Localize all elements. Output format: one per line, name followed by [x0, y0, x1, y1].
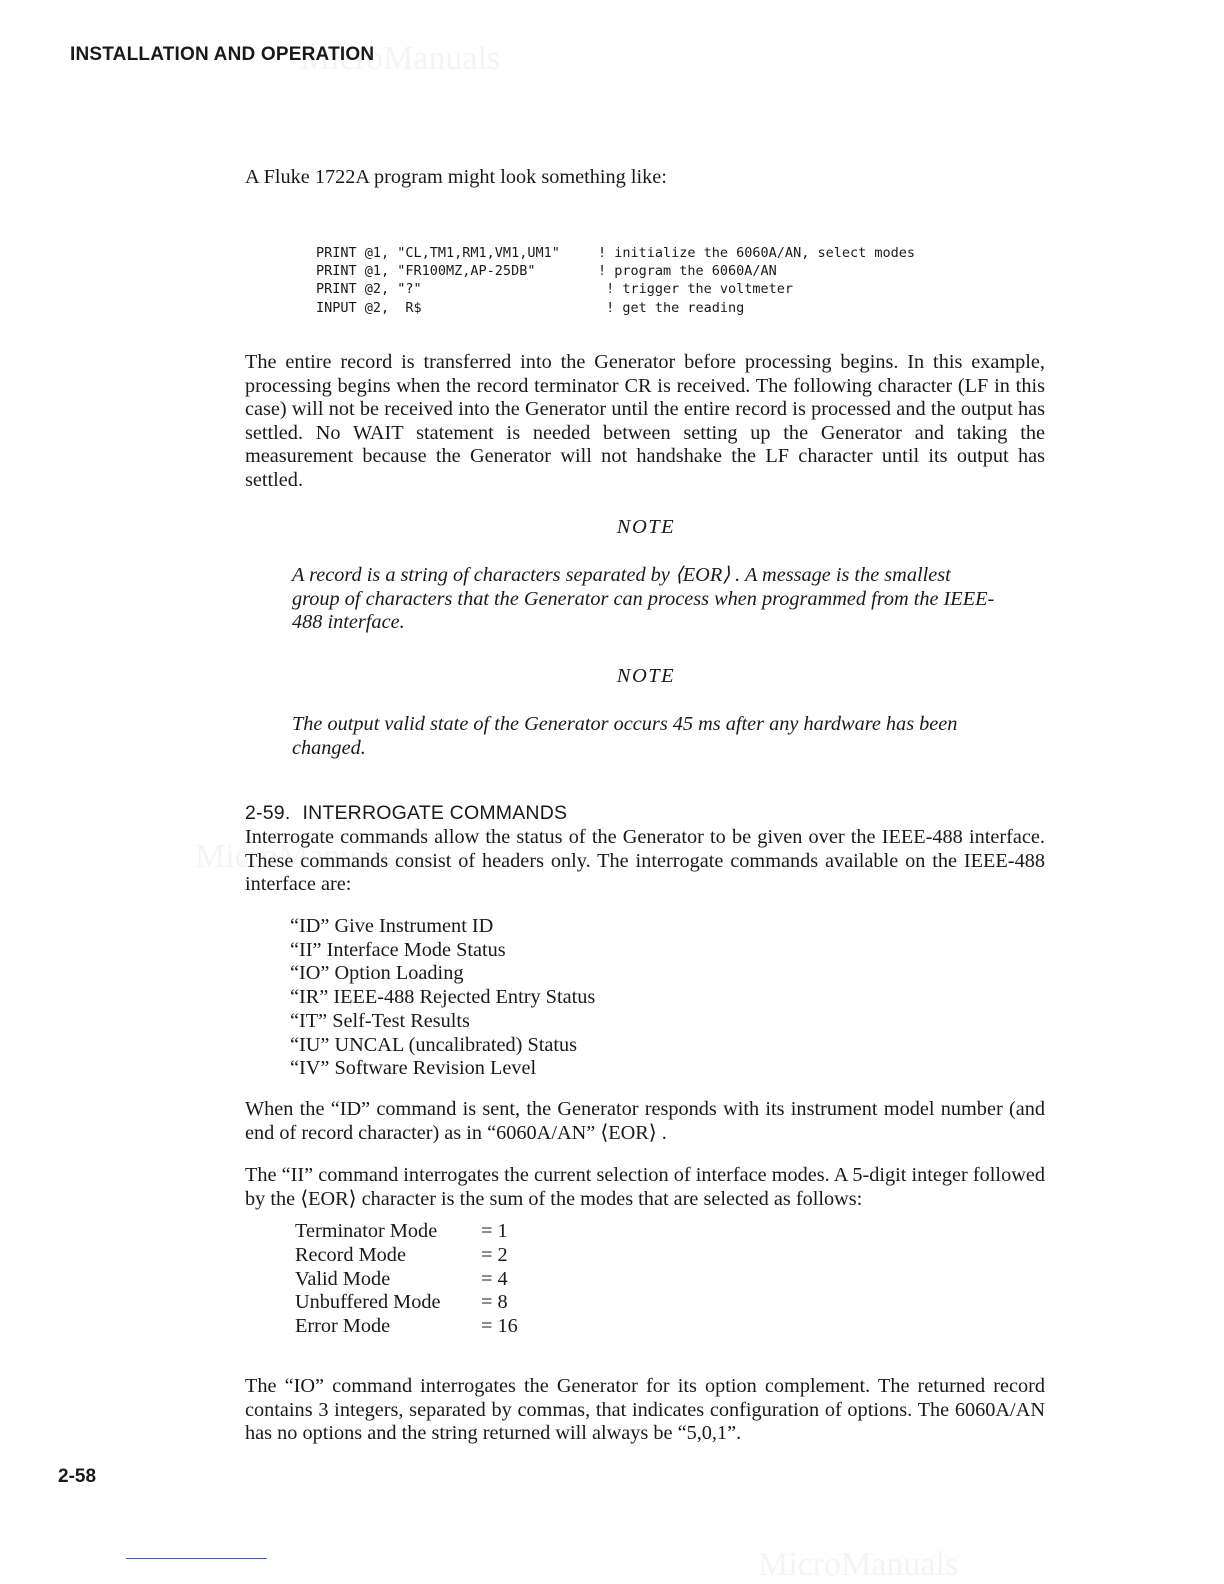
watermark [300, 40, 500, 78]
code-comment: ! initialize the 6060A/AN, select modes [598, 245, 915, 261]
mode-name: Unbuffered Mode [295, 1291, 441, 1314]
list-item: “II” Interface Mode Status [290, 938, 506, 961]
intro-text: A Fluke 1722A program might look something like: [245, 166, 667, 188]
mode-name: Valid Mode [295, 1267, 391, 1290]
mode-value: = 8 [481, 1291, 508, 1314]
list-item: “ID” Give Instrument ID [290, 915, 494, 937]
mode-table [295, 1220, 518, 1339]
mode-name: Record Mode [295, 1243, 406, 1266]
code-statement: INPUT @2, R$ [316, 299, 422, 316]
list-item: “IV” Software Revision Level [290, 1057, 537, 1080]
paragraph-io-command: The “IO” command interrogates the Generator for its option complement. The returned record contains 3 integers, separated by commas, that indicates configuration of options. The 6060A/AN has no options and the string returned will always be “5,0,1”. [245, 1375, 1045, 1445]
code-line [316, 299, 915, 317]
list-item: “IO” Option Loading [290, 962, 464, 985]
paragraph-ii-command: The “II” command interrogates the current selection of interface modes. A 5-digit integer followed by the ⟨EOR⟩ character is the sum of the modes that are selected as follows: [245, 1164, 1045, 1210]
mode-value: = 2 [481, 1243, 508, 1266]
section-number: 2-59. [245, 802, 291, 824]
page-number: 2-58 [58, 1466, 97, 1487]
list-item: “IU” UNCAL (uncalibrated) Status [290, 1033, 578, 1056]
code-line [316, 244, 915, 262]
code-comment: ! program the 6060A/AN [598, 263, 777, 280]
paragraph-interrogate-intro: Interrogate commands allow the status of the Generator to be given over the IEEE-488 interface. These commands consist of headers only. The interrogate commands available on the IEEE-488 interface are: [245, 826, 1045, 896]
section-title: INTERROGATE COMMANDS [302, 802, 568, 824]
mode-value: = 16 [481, 1315, 518, 1338]
code-statement: PRINT @1, "FR100MZ,AP-25DB" [316, 263, 536, 280]
paragraph-id-command: When the “ID” command is sent, the Generator responds with its instrument model number (and end of record character) as in “6060A/AN” ⟨EOR⟩ . [245, 1098, 1045, 1144]
note-text-output-valid: The output valid state of the Generator occurs 45 ms after any hardware has been changed. [292, 713, 958, 759]
code-comment: ! trigger the voltmeter [598, 281, 794, 298]
mode-value: = 1 [481, 1220, 508, 1242]
list-item: “IR” IEEE-488 Rejected Entry Status [290, 986, 596, 1009]
section-heading [245, 802, 567, 825]
code-comment: ! get the reading [598, 299, 745, 316]
code-line [316, 262, 915, 280]
code-statement: PRINT @2, "?" [316, 281, 422, 298]
footer-rule [126, 1558, 267, 1559]
mode-row [295, 1244, 518, 1268]
watermark [758, 1546, 958, 1584]
code-line [316, 280, 915, 298]
mode-name: Terminator Mode [295, 1220, 438, 1242]
code-statement: PRINT @1, "CL,TM1,RM1,VM1,UM1" [316, 245, 560, 261]
note-heading: NOTE [616, 516, 676, 538]
mode-name: Error Mode [295, 1315, 391, 1338]
list-item: “IT” Self-Test Results [290, 1009, 470, 1032]
code-listing [316, 244, 915, 317]
note-text-record: A record is a string of characters separated by ⟨EOR⟩ . A message is the smallest group of characters that the Generator can process when programmed from the IEEE-488 interface. [292, 564, 995, 634]
mode-row [295, 1315, 518, 1339]
mode-row [295, 1291, 518, 1315]
note-heading: NOTE [616, 665, 676, 687]
mode-value: = 4 [481, 1267, 508, 1290]
interrogate-command-list [290, 915, 595, 1081]
mode-row [295, 1220, 518, 1244]
mode-row [295, 1268, 518, 1292]
running-header: INSTALLATION AND OPERATION [70, 44, 375, 65]
paragraph-record-transfer: The entire record is transferred into the Generator before processing begins. In this example, processing begins when the record terminator CR is received. The following character (LF in this case) will not be received into the Generator until the entire record is processed and the output has settled. No WAIT statement is needed between setting up the Generator and taking the measurement because the Generator will not handshake the LF character until its output has settled. [245, 351, 1045, 491]
